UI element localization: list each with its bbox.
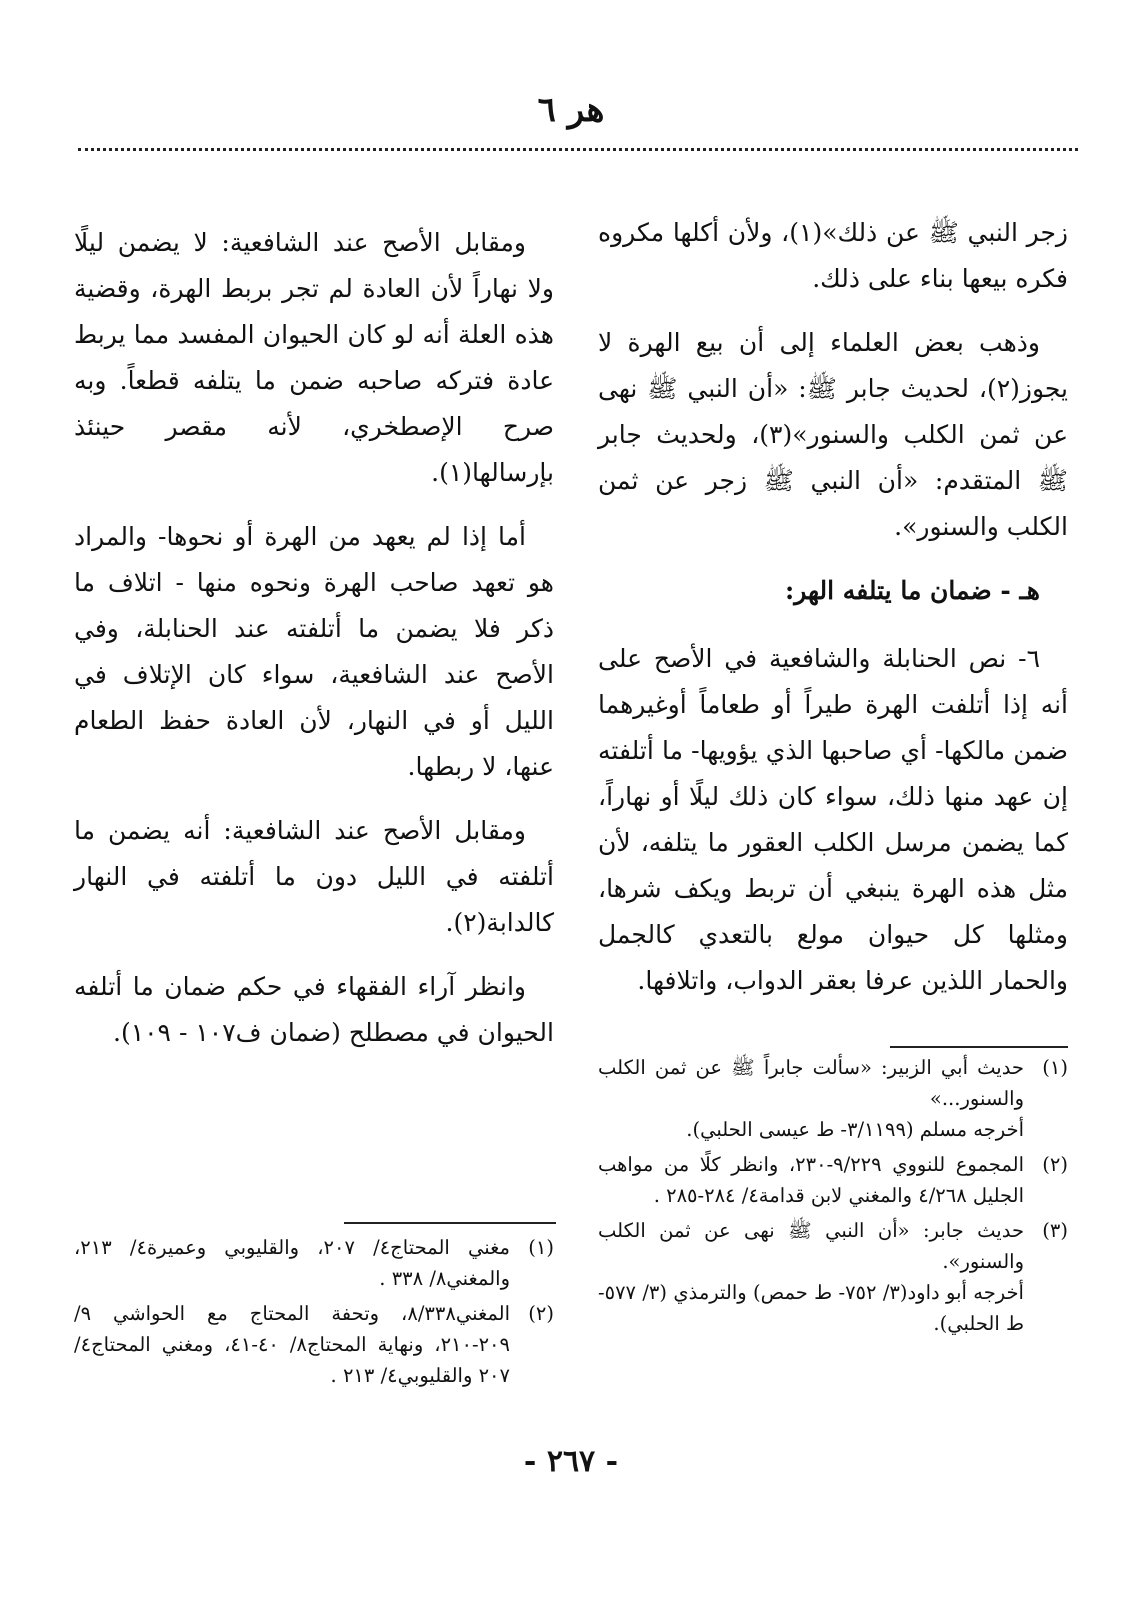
footnote [598,1149,1068,1211]
footnote-number: (٣) [1042,1219,1068,1242]
left-column [74,220,554,1074]
footnote-text: مغني المحتاج٤/ ٢٠٧، والقليوبي وعميرة٤/ ٢١٣، والمغني٨/ ٣٣٨ . [74,1236,510,1290]
footnote [598,1052,1068,1145]
footnote-number: (١) [528,1236,554,1259]
section-subheading: هـ - ضمان ما يتلفه الهر: [784,576,1040,605]
header-dotted-divider [78,148,1078,151]
left-paragraph-3: ومقابل الأصح عند الشافعية: أنه يضمن ما أتلفته في الليل دون ما أتلفته في النهار كالدابة(٢). [74,816,554,937]
footnote-text: المجموع للنووي ٩/٢٢٩-٢٣٠، وانظر كلًا من مواهب الجليل ٤/٢٦٨ والمغني لابن قدامة٤/ ٢٨٤-٢٨٥ . [598,1153,1024,1207]
footnote-number: (١) [1042,1056,1068,1079]
footnote-text: حديث أبي الزبير: «سألت جابراً ﷺ عن ثمن الكلب والسنور...» أخرجه مسلم (٣/١١٩٩- ط عيسى الحلبي). [598,1056,1024,1141]
left-paragraph-2: أما إذا لم يعهد من الهرة أو نحوها- والمراد هو تعهد صاحب الهرة ونحوه منها - اتلاف ما ذكر فلا يضمن ما أتلفته عند الحنابلة، وفي الأصح عند الشافعية، سواء كان الإتلاف في الليل أو في النهار، لأن العادة حفظ الطعام عنها، لا ربطها. [74,522,554,781]
page-number: - ٢٦٧ - [523,1444,619,1479]
footnote-text: حديث جابر: «أن النبي ﷺ نهى عن ثمن الكلب والسنور». أخرجه أبو داود(٣/ ٧٥٢- ط حمص) والترمذي (٣/ ٥٧٧- ط الحلبي). [598,1219,1024,1335]
footnote-number: (٢) [1042,1153,1068,1176]
page-header: هر ٦ [537,90,605,130]
right-paragraph-1: زجر النبي ﷺ عن ذلك»(١)، ولأن أكلها مكروه فكره بيعها بناء على ذلك. [598,218,1068,293]
right-paragraph-3: ٦- نص الحنابلة والشافعية في الأصح على أنه إذا أتلفت الهرة طيراً أو طعاماً أوغيرهما ضمن مالكها- أي صاحبها الذي يؤويها- ما أتلفته إن عهد منها ذلك، سواء كان ذلك ليلًا أو نهاراً، كما يضمن مرسل الكلب العقور ما يتلفه، لأن مثل هذه الهرة ينبغي أن تربط ويكف شرها، ومثلها كل حيوان مولع بالتعدي كالجمل والحمار اللذين عرفا بعقر الدواب، واتلافها. [598,644,1068,995]
right-column [598,210,1068,1022]
right-footnotes [598,1052,1068,1343]
footnote-rule-right [890,1046,1068,1048]
left-paragraph-1: ومقابل الأصح عند الشافعية: لا يضمن ليلًا ولا نهاراً لأن العادة لم تجر بربط الهرة، وقضية هذه العلة أنه لو كان الحيوان المفسد مما يربط عادة فتركه صاحبه ضمن ما يتلفه قطعاً. وبه صرح الإصطخري، لأنه مقصر حينئذ بإرسالها(١). [74,228,554,487]
footnote-text: المغني٨/٣٣٨، وتحفة المحتاج مع الحواشي ٩/ ٢٠٩-٢١٠، ونهاية المحتاج٨/ ٤٠-٤١، ومغني المحتاج٤/ ٢٠٧ والقليوبي٤/ ٢١٣ . [74,1302,510,1387]
footnote [74,1232,554,1294]
footnote [74,1298,554,1391]
footnote [598,1215,1068,1339]
footnote-rule-left [344,1222,556,1224]
left-paragraph-4: وانظر آراء الفقهاء في حكم ضمان ما أتلفه الحيوان في مصطلح (ضمان ف١٠٧ - ١٠٩). [74,972,554,1047]
right-paragraph-2: وذهب بعض العلماء إلى أن بيع الهرة لا يجوز(٢)، لحديث جابر ﷺ: «أن النبي ﷺ نهى عن ثمن الكلب والسنور»(٣)، ولحديث جابر ﷺ المتقدم: «أن النبي ﷺ زجر عن ثمن الكلب والسنور». [598,328,1068,541]
left-footnotes [74,1232,554,1395]
footnote-number: (٢) [528,1302,554,1325]
